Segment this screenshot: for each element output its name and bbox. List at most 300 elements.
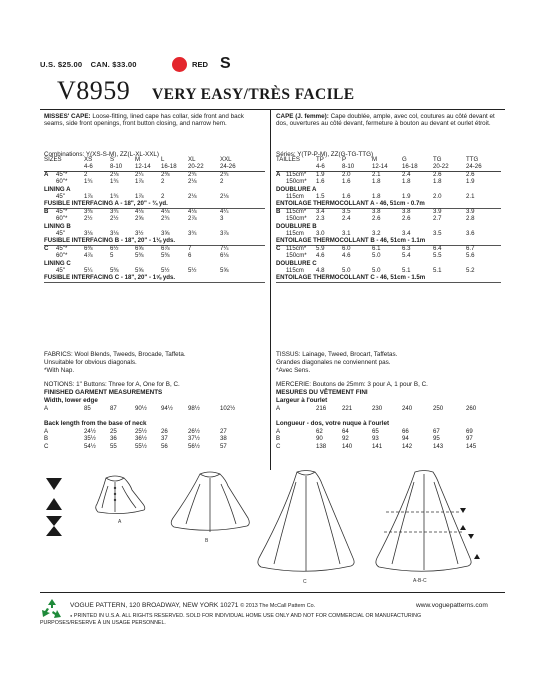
chart-fabric-width: 45"*	[56, 207, 68, 215]
measurement-value: 67	[433, 428, 440, 435]
chart-header-cell: M	[135, 156, 141, 163]
chart-fabric-width: 60"*	[56, 178, 68, 186]
chart-value-cell: 1⅞	[135, 193, 144, 200]
chart-value-cell: 6.0	[342, 244, 351, 252]
measurement-value: 66	[402, 428, 409, 435]
measurement-row	[276, 435, 496, 442]
measurement-value: 64	[342, 428, 349, 435]
chart-row-separator	[44, 282, 265, 283]
measurement-value: 85	[84, 405, 91, 412]
measurement-value: 56	[161, 442, 168, 450]
chart-section-label: DOUBLURE A	[276, 185, 317, 193]
chart-value-cell: 5.0	[372, 252, 381, 260]
chart-value-cell: 2⅛	[220, 193, 229, 200]
chart-fabric-width: 45"*	[56, 244, 68, 252]
chart-value-cell: 3½	[135, 230, 144, 237]
chart-value-cell: 2¾	[188, 170, 197, 178]
measurement-value: 57	[220, 442, 227, 450]
header-divider	[40, 109, 505, 110]
chart-value-cell: 3.9	[433, 207, 442, 215]
chart-value-cell: 6.4	[433, 244, 442, 252]
chart-fabric-width: 150cm*	[286, 252, 307, 260]
chart-value-cell: 5	[110, 252, 114, 260]
chart-value-cell: 3.9	[466, 207, 475, 215]
chart-value-cell: 2.7	[433, 215, 442, 223]
chart-header-cell: SIZES	[44, 156, 62, 163]
chart-row	[44, 252, 265, 259]
measurement-value: 145	[466, 442, 477, 450]
legal-notice	[70, 613, 421, 620]
chart-value-cell: 2⅜	[161, 170, 170, 178]
chart-value-cell: 3⅛	[84, 230, 93, 237]
chart-header-sizes	[44, 156, 265, 163]
chart-value-cell: 3⅛	[110, 230, 119, 237]
chart-value-cell: 1.8	[402, 178, 411, 186]
combinations-fr: Séries: Y(TP-P-M), ZZ(G-TG-TTG)	[276, 151, 374, 158]
measurement-value: 36½	[135, 435, 147, 443]
chart-value-cell: 2¾	[161, 215, 170, 223]
chart-view-letter: B	[276, 207, 281, 215]
chart-fabric-width: 45"	[56, 193, 65, 200]
measurement-value: 55	[110, 442, 117, 450]
chart-row	[44, 230, 265, 237]
measurement-value: 25	[110, 428, 117, 435]
copyright-notice: © 2013 The McCall Pattern Co.	[240, 603, 316, 609]
measurement-value: 24½	[84, 428, 96, 435]
chart-fabric-width: 115cm	[286, 267, 304, 274]
chart-value-cell: 2⅛	[188, 193, 197, 200]
chart-value-cell: 2.0	[433, 193, 442, 200]
chart-header-cell: 12-14	[135, 163, 151, 171]
chart-fabric-width: 45"*	[56, 170, 68, 178]
description-en: MISSES' CAPE: Loose-fitting, lined cape has collar, side front and back seams, side front openings, front button closing, and narrow hem.	[44, 113, 244, 128]
measurement-value: 37½	[188, 435, 200, 443]
chart-header-cell: TAILLES	[276, 156, 300, 163]
measurement-value: 90	[316, 435, 323, 443]
chart-row	[276, 245, 501, 252]
view-a-label: A	[118, 519, 122, 525]
chart-header-cell: P	[342, 156, 347, 163]
measurement-value: 240	[402, 405, 413, 412]
chart-row	[44, 223, 265, 230]
measurement-view-letter: B	[276, 435, 281, 443]
fabrics-en-3: *With Nap.	[44, 367, 75, 374]
chart-row	[276, 252, 501, 259]
chart-value-cell: 5.5	[433, 252, 442, 260]
finished-title-en: FINISHED GARMENT MEASUREMENTS	[44, 389, 163, 396]
measurement-value: 250	[433, 405, 444, 412]
chart-value-cell: 1¾	[84, 178, 93, 186]
website-link[interactable]: www.voguepatterns.com	[416, 602, 488, 609]
chart-fabric-width: 115cm	[286, 230, 304, 237]
chart-row	[44, 274, 265, 281]
chart-value-cell: 6	[188, 252, 192, 260]
chart-header-cell: 4-6	[84, 163, 93, 171]
fabrics-fr-2: Grandes diagonales ne conviennent pas.	[276, 359, 391, 366]
measurement-view-letter: A	[44, 428, 49, 435]
chart-header-cell: XS	[84, 156, 93, 163]
chart-value-cell: 2.1	[466, 193, 475, 200]
chart-fabric-width: 150cm*	[286, 215, 307, 223]
chart-section-label: LINING A	[44, 185, 71, 193]
chart-value-cell: 2.4	[402, 170, 411, 178]
measurement-value: 143	[433, 442, 444, 450]
measurement-value: 140	[342, 442, 353, 450]
chart-value-cell: 6½	[110, 244, 119, 252]
measurement-value: 54½	[84, 442, 96, 450]
chart-header-cell: 20-22	[433, 163, 449, 171]
measurement-value: 93	[372, 435, 379, 443]
chart-value-cell: 5⅜	[161, 252, 170, 260]
chart-value-cell: 5.4	[402, 252, 411, 260]
measurement-row	[276, 405, 496, 412]
chart-fabric-width: 115cm*	[286, 244, 307, 252]
chart-value-cell: 3.5	[342, 207, 351, 215]
chart-value-cell: 2.1	[372, 170, 381, 178]
fabrics-en-2: Unsuitable for obvious diagonals.	[44, 359, 137, 366]
chart-value-cell: 4⅛	[135, 207, 144, 215]
back-title-fr: Longueur - dos, votre nuque à l'ourlet	[276, 420, 390, 427]
chart-header-sizes	[276, 156, 501, 163]
fabrics-fr-3: *Avec Sens.	[276, 367, 311, 374]
measurement-value: 35½	[84, 435, 96, 443]
chart-value-cell: 1.8	[433, 178, 442, 186]
measurement-view-letter: A	[44, 405, 49, 412]
footer-address-line	[70, 602, 488, 609]
chart-section-label: LINING C	[44, 259, 71, 267]
chart-row	[276, 193, 501, 200]
chart-section-label: ENTOILAGE THERMOCOLLANT C - 46, 51cm - 1.5m	[276, 274, 426, 282]
chart-value-cell: 5⅜	[135, 252, 144, 260]
chart-fabric-width: 45"	[56, 267, 65, 274]
chart-header-numbers	[44, 163, 265, 170]
chart-value-cell: 5⅝	[220, 267, 229, 274]
chart-value-cell: 3⅜	[84, 207, 93, 215]
publisher-address: VOGUE PATTERN, 120 BROADWAY, NEW YORK 10271	[70, 602, 239, 609]
chart-value-cell: 1.8	[372, 193, 381, 200]
chart-value-cell: 2	[84, 170, 88, 178]
measurement-row	[44, 428, 264, 435]
chart-value-cell: 7	[188, 244, 192, 252]
chart-header-cell: TG	[433, 156, 442, 163]
chart-value-cell: 7¼	[220, 244, 229, 252]
measurement-row	[44, 443, 264, 450]
pattern-number: V8959	[57, 76, 131, 105]
chart-fabric-width: 150cm*	[286, 178, 307, 186]
chart-value-cell: 3¾	[110, 207, 119, 215]
measurement-value: 141	[372, 442, 383, 450]
chart-header-numbers	[276, 163, 501, 170]
price-can: CAN. $33.00	[90, 60, 137, 69]
description-fr: CAPE (J. femme): Cape doublée, ample, avec col, coutures au côté devant et dos, ouvertures au côté devant, fermeture à bouton au devant et ourlet étroit.	[276, 113, 495, 128]
chart-value-cell: 2.6	[402, 215, 411, 223]
chart-row	[44, 267, 265, 274]
chart-section-label: DOUBLURE B	[276, 222, 317, 230]
chart-value-cell: 1.9	[466, 178, 475, 186]
chart-value-cell: 1¾	[110, 178, 119, 186]
chart-value-cell: 3.2	[372, 230, 381, 237]
chart-row	[44, 171, 265, 178]
chart-value-cell: 5.9	[316, 244, 325, 252]
chart-value-cell: 3.1	[342, 230, 351, 237]
chart-header-cell: 16-18	[161, 163, 177, 171]
chart-value-cell: 2⅛	[188, 178, 197, 186]
chart-value-cell: 2.8	[466, 215, 475, 223]
measurement-value: 230	[372, 405, 383, 412]
chart-view-letter: C	[276, 244, 281, 252]
chart-row	[276, 215, 501, 222]
chart-value-cell: 5½	[188, 267, 197, 274]
red-color-dot	[172, 57, 187, 72]
back-view-notches	[460, 508, 480, 559]
chart-view-letter: B	[44, 207, 49, 215]
chart-value-cell: 2	[161, 193, 165, 200]
notions-en: NOTIONS: 1" Buttons: Three for A, One for B, C.	[44, 381, 180, 388]
price-us: U.S. $25.00	[40, 60, 83, 69]
measurement-row	[276, 443, 496, 450]
chart-row	[276, 223, 501, 230]
chart-value-cell: 1.6	[342, 178, 351, 186]
chart-row	[276, 274, 501, 281]
chart-section-label: FUSIBLE INTERFACING B - 18", 20" - 1⅛ yds.	[44, 237, 176, 245]
column-divider	[270, 110, 271, 470]
chart-value-cell: 3	[220, 215, 224, 223]
chart-value-cell: 6⅝	[135, 244, 144, 252]
chart-value-cell: 6⅜	[84, 244, 93, 252]
chart-fabric-width: 60"*	[56, 252, 68, 260]
measurement-value: 25½	[135, 428, 147, 435]
chart-row	[276, 208, 501, 215]
chart-value-cell: 4.6	[342, 252, 351, 260]
measurement-value: 260	[466, 405, 477, 412]
chart-value-cell: 5¼	[84, 267, 93, 274]
chart-value-cell: 3.8	[402, 207, 411, 215]
chart-value-cell: 2.6	[433, 170, 442, 178]
chart-value-cell: 2⅞	[188, 215, 197, 223]
measurement-view-letter: B	[44, 435, 49, 443]
chart-value-cell: 5.0	[372, 267, 381, 274]
footer-divider	[40, 592, 505, 593]
chart-value-cell: 2.6	[372, 215, 381, 223]
chart-value-cell: 1⅞	[84, 193, 93, 200]
chart-value-cell: 4¼	[220, 207, 229, 215]
chart-header-cell: XL	[188, 156, 196, 163]
measurement-value: 69	[466, 428, 473, 435]
measurement-value: 142	[402, 442, 413, 450]
chart-header-cell: 24-26	[220, 163, 236, 171]
chart-header-cell: L	[161, 156, 165, 163]
chart-value-cell: 5⅜	[110, 267, 119, 274]
chart-value-cell: 4.8	[316, 267, 325, 274]
chart-header-cell: S	[110, 156, 115, 163]
chart-row	[44, 186, 265, 193]
legal-line-2: PURPOSES/RESERVE À UN USAGE PERSONNEL.	[40, 620, 166, 626]
measurement-value: 94	[402, 435, 409, 443]
measurement-value: 55½	[135, 442, 147, 450]
chart-value-cell: 6.7	[466, 244, 475, 252]
chart-value-cell: 1.9	[402, 193, 411, 200]
chart-value-cell: 1⅞	[135, 178, 144, 186]
chart-value-cell: 2½	[84, 215, 93, 223]
measurement-value: 102½	[220, 405, 236, 412]
chart-header-cell: XXL	[220, 156, 232, 163]
chart-fabric-width: 115cm*	[286, 170, 307, 178]
chart-row	[44, 237, 265, 244]
finished-title-fr: MESURES DU VÊTEMENT FINI	[276, 389, 368, 396]
back-title-en: Back length from the base of neck	[44, 420, 147, 427]
chart-row	[276, 171, 501, 178]
chart-header-cell: 4-6	[316, 163, 325, 171]
chart-row-separator	[276, 282, 501, 283]
chart-value-cell: 5½	[161, 267, 170, 274]
chart-value-cell: 5.1	[433, 267, 442, 274]
measurement-view-letter: C	[44, 442, 49, 450]
chart-header-cell: M	[372, 156, 378, 163]
width-title-en: Width, lower edge	[44, 397, 98, 404]
back-view-drawing	[376, 471, 471, 572]
chart-row	[276, 260, 501, 267]
chart-value-cell: 6⅞	[161, 244, 170, 252]
notch-symbols	[46, 478, 62, 536]
bullet-icon: ●	[70, 613, 73, 618]
view-a-drawing	[96, 476, 145, 514]
measurement-value: 216	[316, 405, 327, 412]
chart-header-cell: 24-26	[466, 163, 482, 171]
chart-value-cell: 1.5	[316, 193, 325, 200]
chart-header-cell: 20-22	[188, 163, 204, 171]
measurement-value: 97	[466, 435, 473, 443]
measurement-value: 26½	[188, 428, 200, 435]
chart-view-letter: A	[44, 170, 49, 178]
measurement-row	[276, 428, 496, 435]
measurement-value: 65	[372, 428, 379, 435]
chart-row	[44, 193, 265, 200]
garment-illustrations	[40, 470, 505, 592]
chart-value-cell: 4⅛	[161, 207, 170, 215]
chart-value-cell: 2.6	[466, 170, 475, 178]
chart-value-cell: 5.2	[466, 267, 475, 274]
chart-value-cell: 4⅛	[188, 207, 197, 215]
measurement-value: 92	[342, 435, 349, 443]
measurement-row	[44, 435, 264, 442]
fabrics-en: FABRICS: Wool Blends, Tweeds, Brocade, Taffeta.	[44, 351, 186, 358]
chart-value-cell: 3⅞	[220, 230, 229, 237]
chart-value-cell: 2	[161, 178, 165, 186]
notions-fr: MERCERIE: Boutons de 25mm: 3 pour A, 1 pour B, C.	[276, 381, 428, 388]
chart-row	[44, 200, 265, 207]
chart-value-cell: 2.0	[342, 170, 351, 178]
chart-header-cell: TP	[316, 156, 324, 163]
chart-value-cell: 1.8	[372, 178, 381, 186]
measurement-value: 37	[161, 435, 168, 443]
chart-row	[44, 245, 265, 252]
view-b-drawing	[171, 472, 249, 532]
chart-fabric-width: 60"*	[56, 215, 68, 223]
chart-view-letter: C	[44, 244, 49, 252]
chart-value-cell: 3.8	[372, 207, 381, 215]
chart-fabric-width: 115cm	[286, 193, 304, 200]
chart-value-cell: 4⅞	[84, 252, 93, 260]
chart-value-cell: 1.6	[316, 178, 325, 186]
legal-line-1: PRINTED IN U.S.A. ALL RIGHTS RESERVED. SOLD FOR INDIVIDUAL HOME USE ONLY AND NOT FOR COMMERCIAL OR MANUFACTURING	[73, 613, 422, 619]
chart-value-cell: 6⅛	[220, 252, 229, 260]
chart-row	[44, 208, 265, 215]
measurement-view-letter: A	[276, 405, 281, 412]
chart-value-cell: 3.0	[316, 230, 325, 237]
chart-value-cell: 3.6	[466, 230, 475, 237]
measurement-value: 36	[110, 435, 117, 443]
chart-value-cell: 5.1	[402, 267, 411, 274]
chart-section-label: DOUBLURE C	[276, 259, 317, 267]
chart-row	[44, 178, 265, 185]
chart-header-cell: 12-14	[372, 163, 388, 171]
chart-value-cell: 3¾	[188, 230, 197, 237]
chart-value-cell: 3.4	[402, 230, 411, 237]
chart-header-cell: 8-10	[110, 163, 123, 171]
view-b-label: B	[205, 538, 209, 544]
chart-row	[276, 230, 501, 237]
measurement-value: 90½	[135, 405, 147, 412]
fabrics-fr: TISSUS: Lainage, Tweed, Brocart, Taffetas.	[276, 351, 398, 358]
chart-header-cell: 8-10	[342, 163, 355, 171]
view-abc-label: A-B-C	[413, 578, 427, 584]
chart-value-cell: 2⅛	[110, 170, 119, 178]
chart-value-cell: 2¾	[220, 170, 229, 178]
chart-fabric-width: 115cm*	[286, 207, 307, 215]
measurement-value: 95	[433, 435, 440, 443]
chart-value-cell: 1.9	[316, 170, 325, 178]
chart-value-cell: 5.6	[466, 252, 475, 260]
chart-row	[276, 186, 501, 193]
chart-row	[44, 215, 265, 222]
combinations-en: Combinations: Y(XS-S-M), ZZ(L-XL-XXL)	[44, 151, 160, 158]
chart-row	[44, 260, 265, 267]
chart-value-cell: 1.6	[342, 193, 351, 200]
measurement-value: 62	[316, 428, 323, 435]
measurement-row	[44, 405, 264, 412]
chart-section-label: FUSIBLE INTERFACING C - 18", 20" - 1⅝ yds.	[44, 274, 176, 282]
chart-row	[276, 178, 501, 185]
chart-section-label: ENTOILAGE THERMOCOLLANT A - 46, 51cm - 0.7m	[276, 200, 425, 208]
chart-value-cell: 6.1	[372, 244, 381, 252]
chart-value-cell: 6.3	[402, 244, 411, 252]
measurement-value: 94½	[161, 405, 173, 412]
measurement-value: 56½	[188, 442, 200, 450]
chart-value-cell: 2½	[110, 215, 119, 223]
chart-row	[276, 200, 501, 207]
price-line	[40, 60, 143, 69]
chart-value-cell: 1¾	[110, 193, 119, 200]
measurement-view-letter: A	[276, 428, 281, 435]
view-c-drawing	[258, 471, 354, 572]
chart-value-cell: 2.3	[316, 215, 325, 223]
chart-value-cell: 2	[220, 178, 224, 186]
measurement-value: 87	[110, 405, 117, 412]
color-label: RED	[192, 60, 209, 69]
measurement-value: 38	[220, 435, 227, 443]
chart-header-cell: G	[402, 156, 407, 163]
recycle-icon	[40, 598, 64, 620]
size-code: S	[220, 55, 231, 72]
chart-value-cell: 3.5	[433, 230, 442, 237]
measurement-value: 138	[316, 442, 327, 450]
chart-value-cell: 5⅝	[135, 267, 144, 274]
view-c-label: C	[303, 579, 307, 585]
chart-fabric-width: 45"	[56, 230, 65, 237]
chart-section-label: FUSIBLE INTERFACING A - 18", 20" - ¾ yd.	[44, 200, 168, 208]
measurement-value: 27	[220, 428, 227, 435]
chart-section-label: ENTOILAGE THERMOCOLLANT B - 46, 51cm - 1.1m	[276, 237, 426, 245]
